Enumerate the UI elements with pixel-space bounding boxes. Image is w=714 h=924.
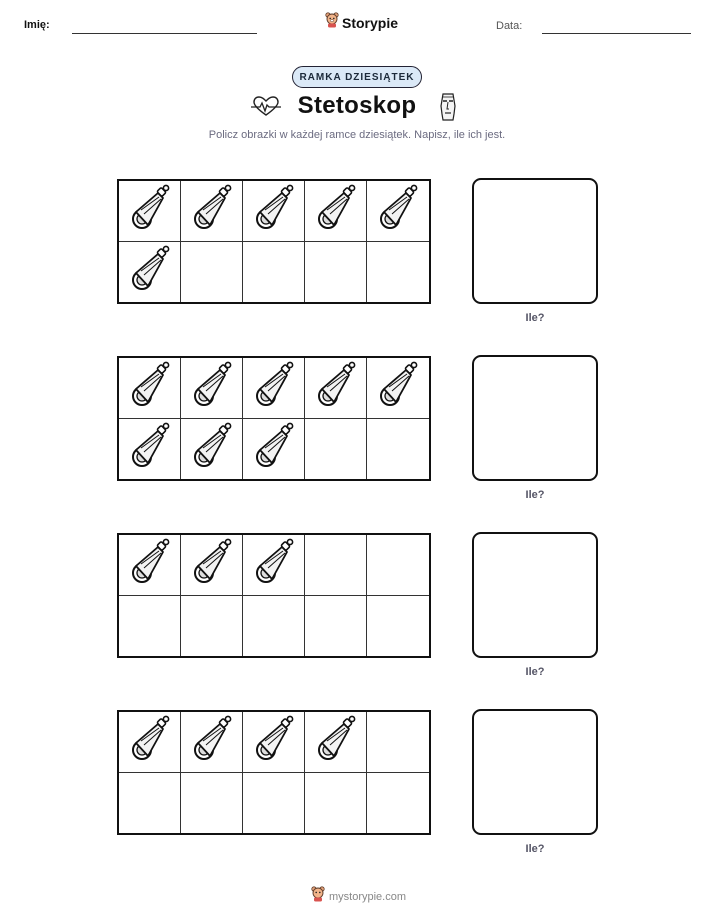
stethoscope-chestpiece-icon xyxy=(376,361,420,414)
answer-box[interactable] xyxy=(472,178,598,304)
name-field[interactable] xyxy=(72,33,257,34)
bear-mascot-icon xyxy=(311,886,325,907)
ten-frame xyxy=(117,356,431,481)
ten-frame-cell xyxy=(305,181,367,242)
answer-label: Ile? xyxy=(525,489,545,501)
stethoscope-chestpiece-icon xyxy=(190,184,234,237)
ten-frame-cell xyxy=(305,712,367,773)
ten-frame-cell xyxy=(181,419,243,480)
ten-frame-cell xyxy=(367,596,429,657)
stethoscope-chestpiece-icon xyxy=(128,361,172,414)
ten-frame-cell xyxy=(119,712,181,773)
stethoscope-chestpiece-icon xyxy=(252,184,296,237)
ten-frame-cell xyxy=(119,181,181,242)
stethoscope-chestpiece-icon xyxy=(128,538,172,591)
ten-frame-cell xyxy=(119,242,181,303)
stethoscope-chestpiece-icon xyxy=(252,361,296,414)
stethoscope-chestpiece-icon xyxy=(190,361,234,414)
bear-mascot-icon xyxy=(325,12,339,33)
ten-frame-cell xyxy=(243,181,305,242)
ten-frame-cell xyxy=(305,773,367,834)
ten-frame-cell xyxy=(367,419,429,480)
ten-frame-cell xyxy=(243,596,305,657)
answer-label: Ile? xyxy=(525,666,545,678)
stethoscope-chestpiece-icon xyxy=(314,184,358,237)
ten-frame-cell xyxy=(181,773,243,834)
answer-box[interactable] xyxy=(472,532,598,658)
ten-frame-cell xyxy=(367,242,429,303)
answer-box[interactable] xyxy=(472,355,598,481)
ten-frame-cell xyxy=(181,242,243,303)
ten-frame-cell xyxy=(305,242,367,303)
stethoscope-chestpiece-icon xyxy=(128,715,172,768)
ten-frame-cell xyxy=(243,712,305,773)
date-label: Data: xyxy=(496,20,523,32)
ten-frame-cell xyxy=(243,358,305,419)
ten-frame-cell xyxy=(119,419,181,480)
ten-frame xyxy=(117,533,431,658)
name-label: Imię: xyxy=(24,19,50,31)
ten-frame-cell xyxy=(243,242,305,303)
ten-frame-cell xyxy=(119,358,181,419)
date-field[interactable] xyxy=(542,33,691,34)
ten-frame-cell xyxy=(367,181,429,242)
ten-frame-cell xyxy=(243,773,305,834)
brand-logo xyxy=(325,12,398,33)
stethoscope-chestpiece-icon xyxy=(128,245,172,298)
answer-box[interactable] xyxy=(472,709,598,835)
heart-rate-icon xyxy=(251,96,281,123)
page-title: Stetoskop xyxy=(297,92,417,119)
ten-frame-cell xyxy=(181,535,243,596)
brand-name: Storypie xyxy=(342,14,399,31)
ten-frame-cell xyxy=(305,358,367,419)
ten-frame-cell xyxy=(243,419,305,480)
stethoscope-chestpiece-icon xyxy=(376,184,420,237)
stethoscope-chestpiece-icon xyxy=(128,184,172,237)
ten-frame-cell xyxy=(305,535,367,596)
ten-frame-cell xyxy=(367,712,429,773)
stethoscope-chestpiece-icon xyxy=(252,422,296,475)
ten-frame-cell xyxy=(367,535,429,596)
ten-frame-cell xyxy=(119,535,181,596)
ten-frame-cell xyxy=(181,712,243,773)
ten-frame-cell xyxy=(367,773,429,834)
instructions: Policz obrazki w każdej ramce dziesiątek. Napisz, ile ich jest. xyxy=(208,129,506,141)
stethoscope-chestpiece-icon xyxy=(252,715,296,768)
ten-frame-cell xyxy=(243,535,305,596)
stethoscope-chestpiece-icon xyxy=(314,715,358,768)
stethoscope-chestpiece-icon xyxy=(314,361,358,414)
ten-frame-cell xyxy=(181,181,243,242)
stethoscope-chestpiece-icon xyxy=(128,422,172,475)
stethoscope-chestpiece-icon xyxy=(190,715,234,768)
answer-label: Ile? xyxy=(525,312,545,324)
worksheet-type-badge: RAMKA DZIESIĄTEK xyxy=(292,66,422,88)
answer-label: Ile? xyxy=(525,843,545,855)
ten-frame-cell xyxy=(181,596,243,657)
stethoscope-chestpiece-icon xyxy=(190,422,234,475)
stethoscope-chestpiece-icon xyxy=(190,538,234,591)
footer-url: mystorypie.com xyxy=(329,890,407,903)
ten-frame xyxy=(117,179,431,304)
stethoscope-chestpiece-icon xyxy=(252,538,296,591)
moai-statue-icon xyxy=(438,92,458,127)
ten-frame xyxy=(117,710,431,835)
footer xyxy=(311,886,406,907)
ten-frame-cell xyxy=(181,358,243,419)
ten-frame-cell xyxy=(119,773,181,834)
ten-frame-cell xyxy=(305,596,367,657)
ten-frame-cell xyxy=(119,596,181,657)
ten-frame-cell xyxy=(367,358,429,419)
ten-frame-cell xyxy=(305,419,367,480)
